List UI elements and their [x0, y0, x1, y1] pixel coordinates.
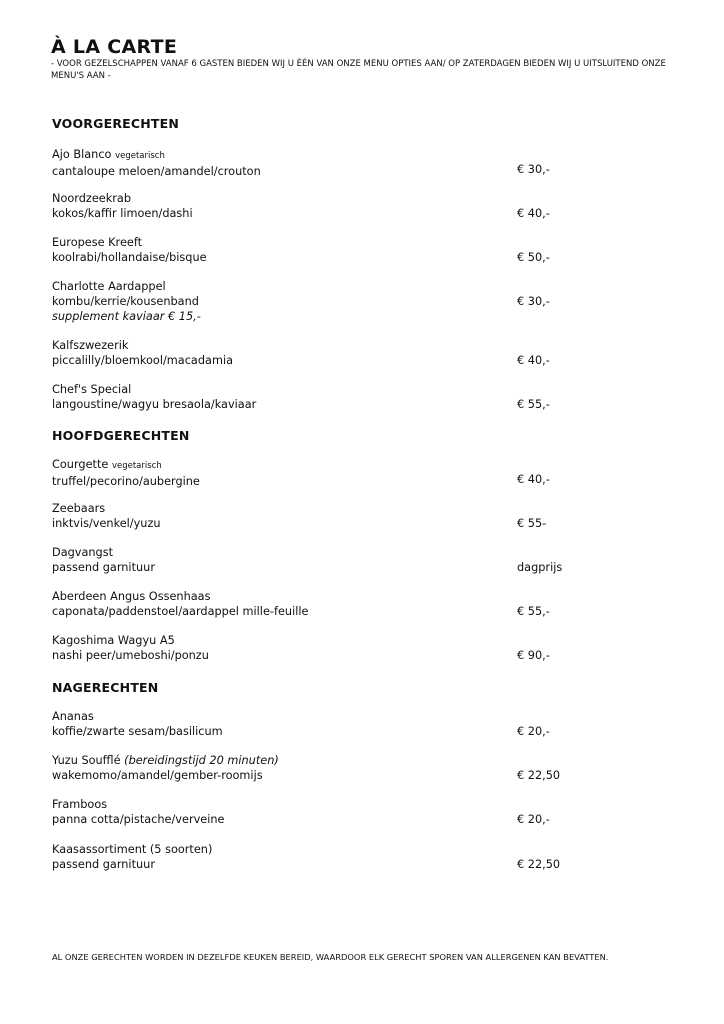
dish-description: inktvis/venkel/yuzu	[52, 517, 161, 530]
dish-description: koolrabi/hollandaise/bisque	[52, 251, 207, 264]
dish-price: € 40,-	[517, 473, 550, 486]
dish-price: € 40,-	[517, 354, 550, 367]
dish-price: € 55,-	[517, 605, 550, 618]
dish-price: € 50,-	[517, 251, 550, 264]
subtitle-notice: - VOOR GEZELSCHAPPEN VANAF 6 GASTEN BIEDEN WIJ U ÉÉN VAN ONZE MENU OPTIES AAN/ OP ZATERDAGEN BIEDEN WIJ U UITSLUITEND ONZE MENU'S AAN -	[51, 59, 666, 81]
dish-name: Charlotte Aardappel	[52, 280, 166, 293]
dish-description: cantaloupe meloen/amandel/crouton	[52, 165, 261, 178]
dish-name: Europese Kreeft	[52, 236, 143, 249]
dish-price: € 30,-	[517, 295, 550, 308]
dish-description: truffel/pecorino/aubergine	[52, 475, 200, 488]
dish-price: dagprijs	[517, 561, 563, 574]
dish-name: Aberdeen Angus Ossenhaas	[52, 590, 211, 603]
dish-price: € 22,50	[517, 769, 561, 782]
page-title: À LA CARTE	[51, 36, 178, 58]
dish-tag: vegetarisch	[111, 461, 162, 471]
dish-name: Dagvangst	[52, 546, 114, 559]
dish-name: Kalfszwezerik	[52, 339, 129, 352]
dish-name: Noordzeekrab	[52, 192, 132, 205]
dish-price: € 55,-	[517, 398, 550, 411]
dish-description: wakemomo/amandel/gember-roomijs	[52, 769, 263, 782]
dish-description: passend garnituur	[52, 561, 155, 574]
dish-price: € 90,-	[517, 649, 550, 662]
dish-price: € 40,-	[517, 207, 550, 220]
dish-description: caponata/paddenstoel/aardappel mille-feuille	[52, 605, 309, 618]
dish-tag: vegetarisch	[115, 151, 165, 161]
section-heading-voorgerechten: VOORGERECHTEN	[52, 116, 180, 131]
dish-description: koffie/zwarte sesam/basilicum	[52, 725, 223, 738]
dish-name: Yuzu Soufflé	[52, 754, 121, 767]
dish-description: passend garnituur	[52, 858, 155, 871]
dish-name: Courgette	[52, 458, 109, 471]
dish-name: Kagoshima Wagyu A5	[52, 634, 175, 647]
dish-description: kombu/kerrie/kousenband	[52, 295, 199, 308]
dish-price: € 55-	[517, 517, 547, 530]
dish-price: € 30,-	[517, 163, 550, 176]
dish-description: piccalilly/bloemkool/macadamia	[52, 354, 234, 367]
dish-preparation-note: (bereidingstijd 20 minuten)	[124, 754, 279, 767]
section-heading-nagerechten: NAGERECHTEN	[52, 680, 159, 695]
dish-name: Framboos	[52, 798, 108, 811]
dish-price: € 20,-	[517, 725, 550, 738]
dish-description: kokos/kaffir limoen/dashi	[52, 207, 193, 220]
dish-name: Chef's Special	[52, 383, 132, 396]
dish-price: € 20,-	[517, 813, 550, 826]
section-heading-hoofdgerechten: HOOFDGERECHTEN	[52, 428, 190, 443]
dish-name: Ajo Blanco	[52, 148, 112, 161]
dish-description: panna cotta/pistache/verveine	[52, 813, 225, 826]
dish-price: € 22,50	[517, 858, 561, 871]
dish-name: Ananas	[52, 710, 94, 723]
allergen-disclaimer: AL ONZE GERECHTEN WORDEN IN DEZELFDE KEUKEN BEREID, WAARDOOR ELK GERECHT SPOREN VAN ALLERGENEN KAN BEVATTEN.	[52, 952, 609, 962]
dish-name: Zeebaars	[52, 502, 106, 515]
dish-description: langoustine/wagyu bresaola/kaviaar	[52, 398, 257, 411]
dish-supplement-note: supplement kaviaar € 15,-	[52, 310, 201, 323]
dish-name: Kaasassortiment (5 soorten)	[52, 843, 213, 856]
dish-description: nashi peer/umeboshi/ponzu	[52, 649, 209, 662]
